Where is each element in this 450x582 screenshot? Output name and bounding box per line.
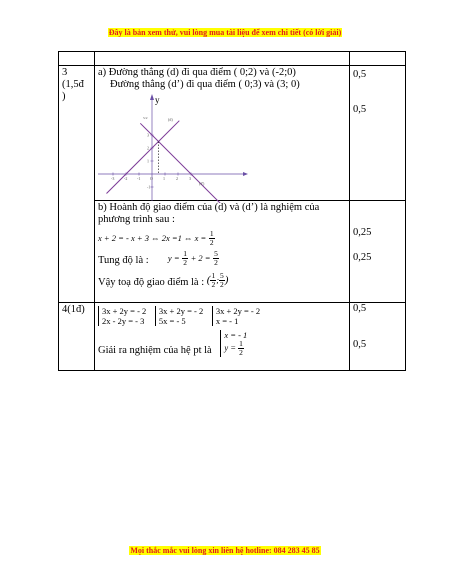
q3b-scores: [350, 201, 406, 303]
q3b-eq2: [98, 250, 349, 267]
header-cell: [59, 52, 95, 66]
sys-eq: x = - 1: [215, 316, 239, 326]
frac-den: 2: [209, 238, 214, 247]
line-d: [107, 121, 180, 194]
q4-score-2: 0,5: [353, 339, 367, 350]
eq2-result-frac: [213, 250, 219, 267]
q3-number-cell: [59, 66, 95, 303]
q3b-eq1: [98, 230, 349, 247]
intersection-y-label: 5/2: [143, 116, 148, 120]
q4-content: [95, 303, 350, 371]
x-tick-label: 1: [163, 176, 165, 181]
x-tick-label: -2: [124, 176, 128, 181]
q4-scores: [350, 303, 406, 371]
x-tick-label: 2: [176, 176, 178, 181]
frac-den: 2: [183, 258, 187, 267]
q4-systems: [98, 303, 349, 326]
sys-eq: 3x + 2y = - 2: [215, 306, 261, 316]
solution-y-left: y =: [224, 342, 236, 353]
frac-den: 2: [214, 258, 218, 267]
frac-num: 5: [220, 271, 224, 280]
frac-num: 1: [239, 339, 243, 348]
q4-conclusion: [98, 330, 349, 357]
sys-eq: 2x - 2y = - 3: [102, 316, 145, 326]
frac-den: 2: [220, 280, 224, 289]
eq2-left: y =: [167, 252, 180, 263]
q4-system-2: [155, 306, 203, 326]
q3b-score-1: 0,25: [353, 227, 372, 238]
line-dprime-label: (d'): [199, 181, 205, 186]
q4-system-1: [98, 306, 146, 326]
solution-y: [224, 340, 247, 357]
answer-table: [58, 51, 406, 371]
bottom-banner-text: Mọi thắc mắc vui lòng xin liên hệ hotline: 084 283 45 85: [130, 546, 320, 555]
q3a-score-2: 0,5: [353, 104, 367, 115]
q4-row: [59, 303, 406, 371]
q3b-conclusion: [98, 272, 349, 289]
y-axis-arrow-icon: [150, 94, 154, 100]
y-tick-label: 2: [147, 145, 149, 151]
eq2-mid: + 2 =: [190, 252, 211, 263]
q4-number: 4(1đ): [62, 304, 85, 315]
header-cell: [95, 52, 350, 66]
coord-close: ): [224, 273, 229, 286]
q4-solution: [220, 330, 247, 357]
q3-points: (1,5đ: [62, 79, 84, 90]
vay-toa-do-label: Vậy toạ độ giao điểm là :: [98, 277, 205, 288]
q4-score-1: 0,5: [353, 303, 367, 314]
q3b-score-2: 0,25: [353, 252, 372, 263]
q4-number-cell: [59, 303, 95, 371]
frac-den: 2: [239, 348, 243, 357]
header-cell: [350, 52, 406, 66]
q3b-eq1-frac: [209, 230, 215, 247]
y-tick-label: 1: [147, 158, 149, 164]
empty-header-row: [59, 52, 406, 66]
q3a-score-1: 0,5: [353, 69, 367, 80]
q3-number: 3: [62, 67, 68, 78]
bottom-banner: [0, 546, 450, 555]
x-axis-arrow-icon: [243, 172, 248, 176]
q3a-row: [59, 66, 406, 201]
x-tick-label: -1: [137, 176, 141, 181]
sys-eq: 3x + 2y = - 2: [158, 306, 204, 316]
line-d-label: (d): [168, 117, 173, 122]
frac-num: 1: [211, 271, 216, 280]
sys-eq: 3x + 2y = - 2: [102, 306, 147, 316]
x-tick-label: O: [150, 176, 153, 181]
q3-graph: [98, 93, 248, 203]
q3b-line1: b) Hoành độ giao điểm của (d) và (d’) là nghiệm của phương trình sau :: [98, 202, 320, 225]
eq2-frac: [182, 250, 188, 267]
top-banner: [0, 28, 450, 37]
q3b-content: [95, 201, 350, 303]
x-tick-label: -3: [111, 176, 115, 181]
q4-conclusion-text: Giải ra nghiệm của hệ pt là: [98, 345, 212, 356]
q3a-scores: [350, 66, 406, 201]
y-tick-label: -1: [147, 184, 151, 190]
q3-points-close: ): [62, 91, 66, 102]
q3b-eq1-text: x + 2 = - x + 3 ⇔ 2x =1 ⇔ x =: [98, 232, 207, 243]
q4-system-3: [212, 306, 260, 326]
q3a-line1: a) Đường thẳng (d) đi qua điểm ( 0;2) và (-2;0): [98, 67, 296, 78]
frac-num: 1: [183, 249, 187, 258]
solution-x: x = - 1: [224, 330, 248, 340]
q3b-row: [59, 201, 406, 303]
q3a-content: [95, 66, 350, 201]
coord-sep: ;: [216, 274, 220, 285]
top-banner-text: Đây là bản xem thử, vui lòng mua tài liệu để xem chi tiết (có lời giải): [108, 28, 342, 37]
frac-num: 1: [209, 229, 214, 238]
y-tick-label: 3: [147, 132, 149, 138]
coord-open: (: [206, 273, 211, 286]
frac-num: 5: [214, 249, 218, 258]
sys-eq: 5x = - 5: [158, 316, 186, 326]
tung-do-label: Tung độ là :: [98, 255, 149, 266]
q3a-line2: Đường thẳng (d’) đi qua điểm ( 0;3) và (3; 0): [110, 79, 300, 90]
y-axis-label: y: [155, 95, 160, 105]
x-tick-label: 3: [189, 176, 191, 181]
solution-y-frac: [238, 340, 244, 357]
frac-den: 2: [211, 280, 216, 289]
